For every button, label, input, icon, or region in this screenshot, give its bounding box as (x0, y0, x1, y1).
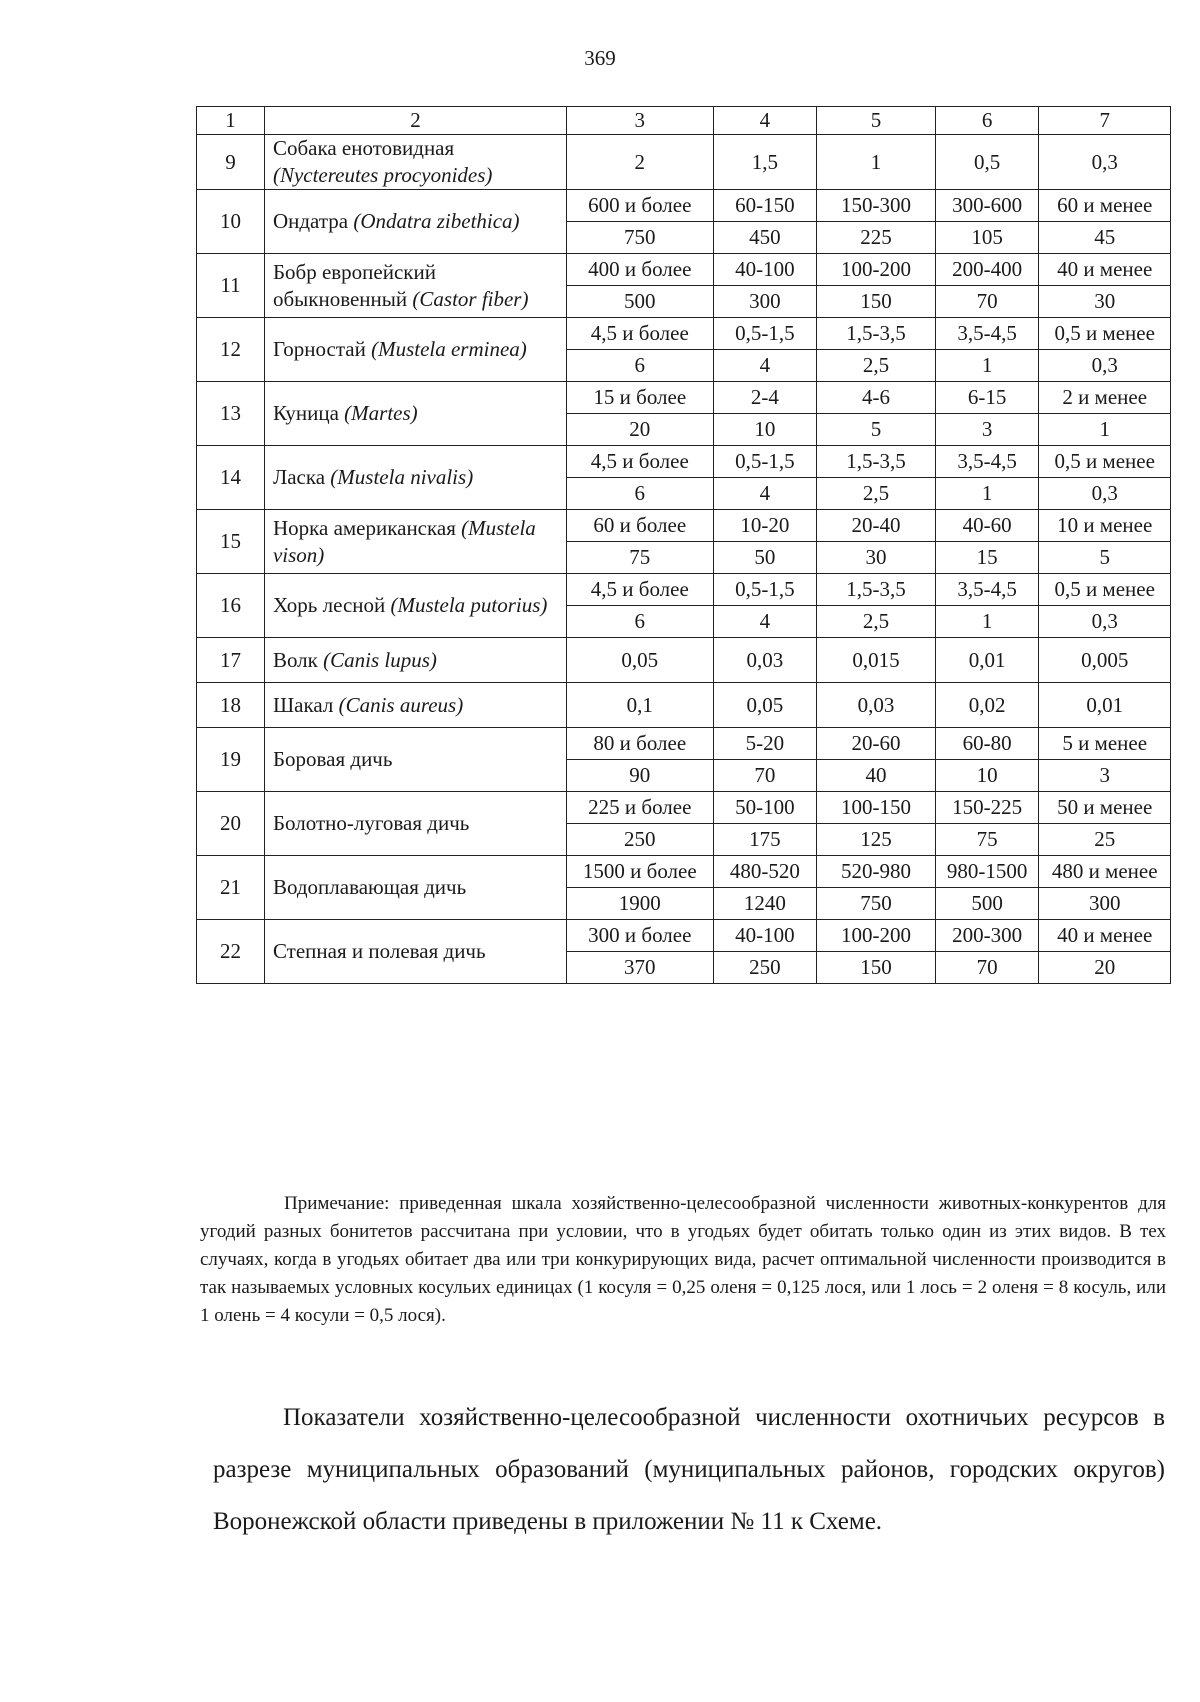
row-number: 15 (197, 510, 265, 574)
header-cell: 1 (197, 107, 265, 135)
species-name: Болотно-луговая дичь (272, 811, 470, 835)
value-cell: 0,02 (935, 683, 1039, 728)
paragraph-text: Показатели хозяйственно-целесообразной численности охотничьих ресурсов в разрезе муниципальных образований (муниципальных районов, городских округов) Воронежской области приведены в приложении № 11 к Схеме. (213, 1404, 1165, 1535)
value-cell: 750 (566, 222, 713, 254)
row-number: 22 (197, 920, 265, 984)
species-latin: (Canis lupus) (323, 647, 437, 672)
value-cell: 0,3 (1039, 350, 1171, 382)
value-cell: 250 (566, 824, 713, 856)
value-cell: 1 (935, 478, 1039, 510)
table-row (197, 574, 1171, 606)
range-cell: 150-225 (935, 792, 1039, 824)
value-cell: 70 (935, 952, 1039, 984)
value-cell: 225 (817, 222, 936, 254)
value-cell: 0,3 (1039, 135, 1171, 190)
value-cell: 250 (713, 952, 817, 984)
value-cell: 300 (713, 286, 817, 318)
row-number: 16 (197, 574, 265, 638)
range-cell: 520-980 (817, 856, 936, 888)
range-cell: 480-520 (713, 856, 817, 888)
value-cell: 75 (566, 542, 713, 574)
range-cell: 600 и более (566, 190, 713, 222)
species-name-cell (264, 318, 566, 382)
range-cell: 100-200 (817, 920, 936, 952)
value-cell: 20 (1039, 952, 1171, 984)
species-name-cell (264, 792, 566, 856)
row-number: 10 (197, 190, 265, 254)
range-cell: 100-150 (817, 792, 936, 824)
range-cell: 3,5-4,5 (935, 574, 1039, 606)
value-cell: 0,01 (935, 638, 1039, 683)
species-name: Степная и полевая дичь (272, 939, 486, 963)
range-cell: 40-100 (713, 254, 817, 286)
range-cell: 0,5-1,5 (713, 318, 817, 350)
range-cell: 5-20 (713, 728, 817, 760)
value-cell: 0,1 (566, 683, 713, 728)
header-cell: 7 (1039, 107, 1171, 135)
value-cell: 125 (817, 824, 936, 856)
table-note (200, 1190, 1166, 1330)
value-cell: 2,5 (817, 606, 936, 638)
species-name-cell (264, 190, 566, 254)
header-cell: 2 (264, 107, 566, 135)
species-name-cell (264, 638, 566, 683)
range-cell: 15 и более (566, 382, 713, 414)
range-cell: 80 и более (566, 728, 713, 760)
species-name-cell (264, 254, 566, 318)
species-latin: (Ondatra zibethica) (353, 209, 520, 233)
range-cell: 1500 и более (566, 856, 713, 888)
value-cell: 25 (1039, 824, 1171, 856)
species-latin: (Castor fiber) (412, 286, 529, 311)
table-row (197, 792, 1171, 824)
range-cell: 0,5 и менее (1039, 574, 1171, 606)
row-number: 20 (197, 792, 265, 856)
range-cell: 60-150 (713, 190, 817, 222)
species-name: Волк (272, 647, 318, 672)
value-cell: 70 (935, 286, 1039, 318)
species-table (196, 106, 1171, 984)
range-cell: 3,5-4,5 (935, 446, 1039, 478)
value-cell: 500 (935, 888, 1039, 920)
value-cell: 6 (566, 478, 713, 510)
table-row (197, 382, 1171, 414)
species-name-cell (264, 446, 566, 510)
species-latin: (Martes) (344, 401, 418, 425)
table-row (197, 318, 1171, 350)
value-cell: 1 (1039, 414, 1171, 446)
value-cell: 1240 (713, 888, 817, 920)
range-cell: 1,5-3,5 (817, 446, 936, 478)
range-cell: 4-6 (817, 382, 936, 414)
value-cell: 500 (566, 286, 713, 318)
range-cell: 200-300 (935, 920, 1039, 952)
range-cell: 60 и менее (1039, 190, 1171, 222)
range-cell: 200-400 (935, 254, 1039, 286)
value-cell: 2 (566, 135, 713, 190)
species-name-cell (264, 135, 566, 190)
value-cell: 0,3 (1039, 606, 1171, 638)
value-cell: 4 (713, 350, 817, 382)
species-name: Норка американская (272, 515, 456, 540)
range-cell: 40 и менее (1039, 920, 1171, 952)
table-row (197, 446, 1171, 478)
value-cell: 450 (713, 222, 817, 254)
range-cell: 0,5 и менее (1039, 318, 1171, 350)
value-cell: 0,5 (935, 135, 1039, 190)
value-cell: 2,5 (817, 350, 936, 382)
table-row (197, 920, 1171, 952)
range-cell: 10 и менее (1039, 510, 1171, 542)
species-name: Куница (272, 401, 339, 425)
value-cell: 1 (935, 606, 1039, 638)
header-cell: 6 (935, 107, 1039, 135)
value-cell: 10 (713, 414, 817, 446)
value-cell: 40 (817, 760, 936, 792)
value-cell: 3 (1039, 760, 1171, 792)
value-cell: 370 (566, 952, 713, 984)
species-name-cell (264, 510, 566, 574)
range-cell: 5 и менее (1039, 728, 1171, 760)
range-cell: 480 и менее (1039, 856, 1171, 888)
value-cell: 10 (935, 760, 1039, 792)
range-cell: 20-40 (817, 510, 936, 542)
table-row (197, 135, 1171, 190)
value-cell: 150 (817, 286, 936, 318)
species-name: Бобр европейский обыкновенный (272, 259, 436, 311)
value-cell: 45 (1039, 222, 1171, 254)
range-cell: 0,5-1,5 (713, 446, 817, 478)
species-latin: (Mustela erminea) (371, 337, 527, 361)
range-cell: 2-4 (713, 382, 817, 414)
row-number: 21 (197, 856, 265, 920)
range-cell: 300 и более (566, 920, 713, 952)
row-number: 17 (197, 638, 265, 683)
species-name-cell (264, 683, 566, 728)
value-cell: 6 (566, 350, 713, 382)
value-cell: 5 (1039, 542, 1171, 574)
value-cell: 15 (935, 542, 1039, 574)
value-cell: 30 (817, 542, 936, 574)
row-number: 12 (197, 318, 265, 382)
species-latin: (Canis aureus) (338, 692, 464, 717)
value-cell: 20 (566, 414, 713, 446)
table-header-row (197, 107, 1171, 135)
table-row (197, 728, 1171, 760)
value-cell: 6 (566, 606, 713, 638)
range-cell: 10-20 (713, 510, 817, 542)
species-name: Хорь лесной (272, 593, 386, 617)
value-cell: 1900 (566, 888, 713, 920)
range-cell: 4,5 и более (566, 574, 713, 606)
value-cell: 3 (935, 414, 1039, 446)
species-name-cell (264, 920, 566, 984)
species-name-cell (264, 856, 566, 920)
value-cell: 50 (713, 542, 817, 574)
value-cell: 75 (935, 824, 1039, 856)
species-name-cell (264, 728, 566, 792)
table-row (197, 190, 1171, 222)
header-cell: 5 (817, 107, 936, 135)
row-number: 13 (197, 382, 265, 446)
range-cell: 50-100 (713, 792, 817, 824)
range-cell: 150-300 (817, 190, 936, 222)
range-cell: 225 и более (566, 792, 713, 824)
row-number: 18 (197, 683, 265, 728)
range-cell: 300-600 (935, 190, 1039, 222)
row-number: 11 (197, 254, 265, 318)
species-name: Горностай (272, 337, 366, 361)
range-cell: 980-1500 (935, 856, 1039, 888)
range-cell: 40 и менее (1039, 254, 1171, 286)
species-name-cell (264, 574, 566, 638)
species-latin: (Nyctereutes procyonides) (272, 163, 493, 187)
species-name: Ласка (272, 465, 326, 489)
table-row (197, 856, 1171, 888)
page-number: 369 (584, 46, 616, 70)
row-number: 9 (197, 135, 265, 190)
range-cell: 1,5-3,5 (817, 574, 936, 606)
value-cell: 0,05 (713, 683, 817, 728)
range-cell: 3,5-4,5 (935, 318, 1039, 350)
value-cell: 30 (1039, 286, 1171, 318)
table-body (197, 107, 1171, 984)
range-cell: 0,5 и менее (1039, 446, 1171, 478)
species-name: Собака енотовидная (272, 136, 455, 160)
table-row (197, 638, 1171, 683)
range-cell: 4,5 и более (566, 318, 713, 350)
value-cell: 70 (713, 760, 817, 792)
table-row (197, 254, 1171, 286)
value-cell: 4 (713, 478, 817, 510)
species-latin: (Mustela vison) (272, 515, 536, 567)
range-cell: 60 и более (566, 510, 713, 542)
species-name-cell (264, 382, 566, 446)
body-paragraph (213, 1392, 1165, 1548)
range-cell: 50 и менее (1039, 792, 1171, 824)
value-cell: 750 (817, 888, 936, 920)
value-cell: 300 (1039, 888, 1171, 920)
range-cell: 60-80 (935, 728, 1039, 760)
value-cell: 0,3 (1039, 478, 1171, 510)
table-row (197, 683, 1171, 728)
range-cell: 100-200 (817, 254, 936, 286)
range-cell: 2 и менее (1039, 382, 1171, 414)
table-row (197, 510, 1171, 542)
row-number: 14 (197, 446, 265, 510)
range-cell: 20-60 (817, 728, 936, 760)
note-text: Примечание: приведенная шкала хозяйственно-целесообразной численности животных-конкурентов для угодий разных бонитетов рассчитана при условии, что в угодьях будет обитать только один из этих видов. В тех случаях, когда в угодьях обитает два или три конкурирующих вида, расчет оптимальной численности производится в так называемых условных косульих единицах (1 косуля = 0,25 оленя = 0,125 лося, или 1 лось = 2 оленя = 8 косуль, или 1 олень = 4 косули = 0,5 лося). (200, 1193, 1166, 1326)
value-cell: 5 (817, 414, 936, 446)
value-cell: 4 (713, 606, 817, 638)
value-cell: 1 (817, 135, 936, 190)
range-cell: 6-15 (935, 382, 1039, 414)
value-cell: 1 (935, 350, 1039, 382)
range-cell: 4,5 и более (566, 446, 713, 478)
range-cell: 40-100 (713, 920, 817, 952)
range-cell: 1,5-3,5 (817, 318, 936, 350)
value-cell: 105 (935, 222, 1039, 254)
value-cell: 1,5 (713, 135, 817, 190)
range-cell: 400 и более (566, 254, 713, 286)
value-cell: 0,05 (566, 638, 713, 683)
species-latin: (Mustela nivalis) (330, 465, 474, 489)
header-cell: 4 (713, 107, 817, 135)
value-cell: 175 (713, 824, 817, 856)
row-number: 19 (197, 728, 265, 792)
range-cell: 40-60 (935, 510, 1039, 542)
value-cell: 2,5 (817, 478, 936, 510)
header-cell: 3 (566, 107, 713, 135)
species-name: Ондатра (272, 209, 349, 233)
value-cell: 0,005 (1039, 638, 1171, 683)
species-name: Шакал (272, 692, 334, 717)
range-cell: 0,5-1,5 (713, 574, 817, 606)
species-latin: (Mustela putorius) (390, 593, 548, 617)
species-name: Водоплавающая дичь (272, 875, 467, 899)
value-cell: 0,015 (817, 638, 936, 683)
value-cell: 0,03 (713, 638, 817, 683)
value-cell: 150 (817, 952, 936, 984)
species-name: Боровая дичь (272, 747, 393, 771)
value-cell: 0,03 (817, 683, 936, 728)
value-cell: 90 (566, 760, 713, 792)
value-cell: 0,01 (1039, 683, 1171, 728)
